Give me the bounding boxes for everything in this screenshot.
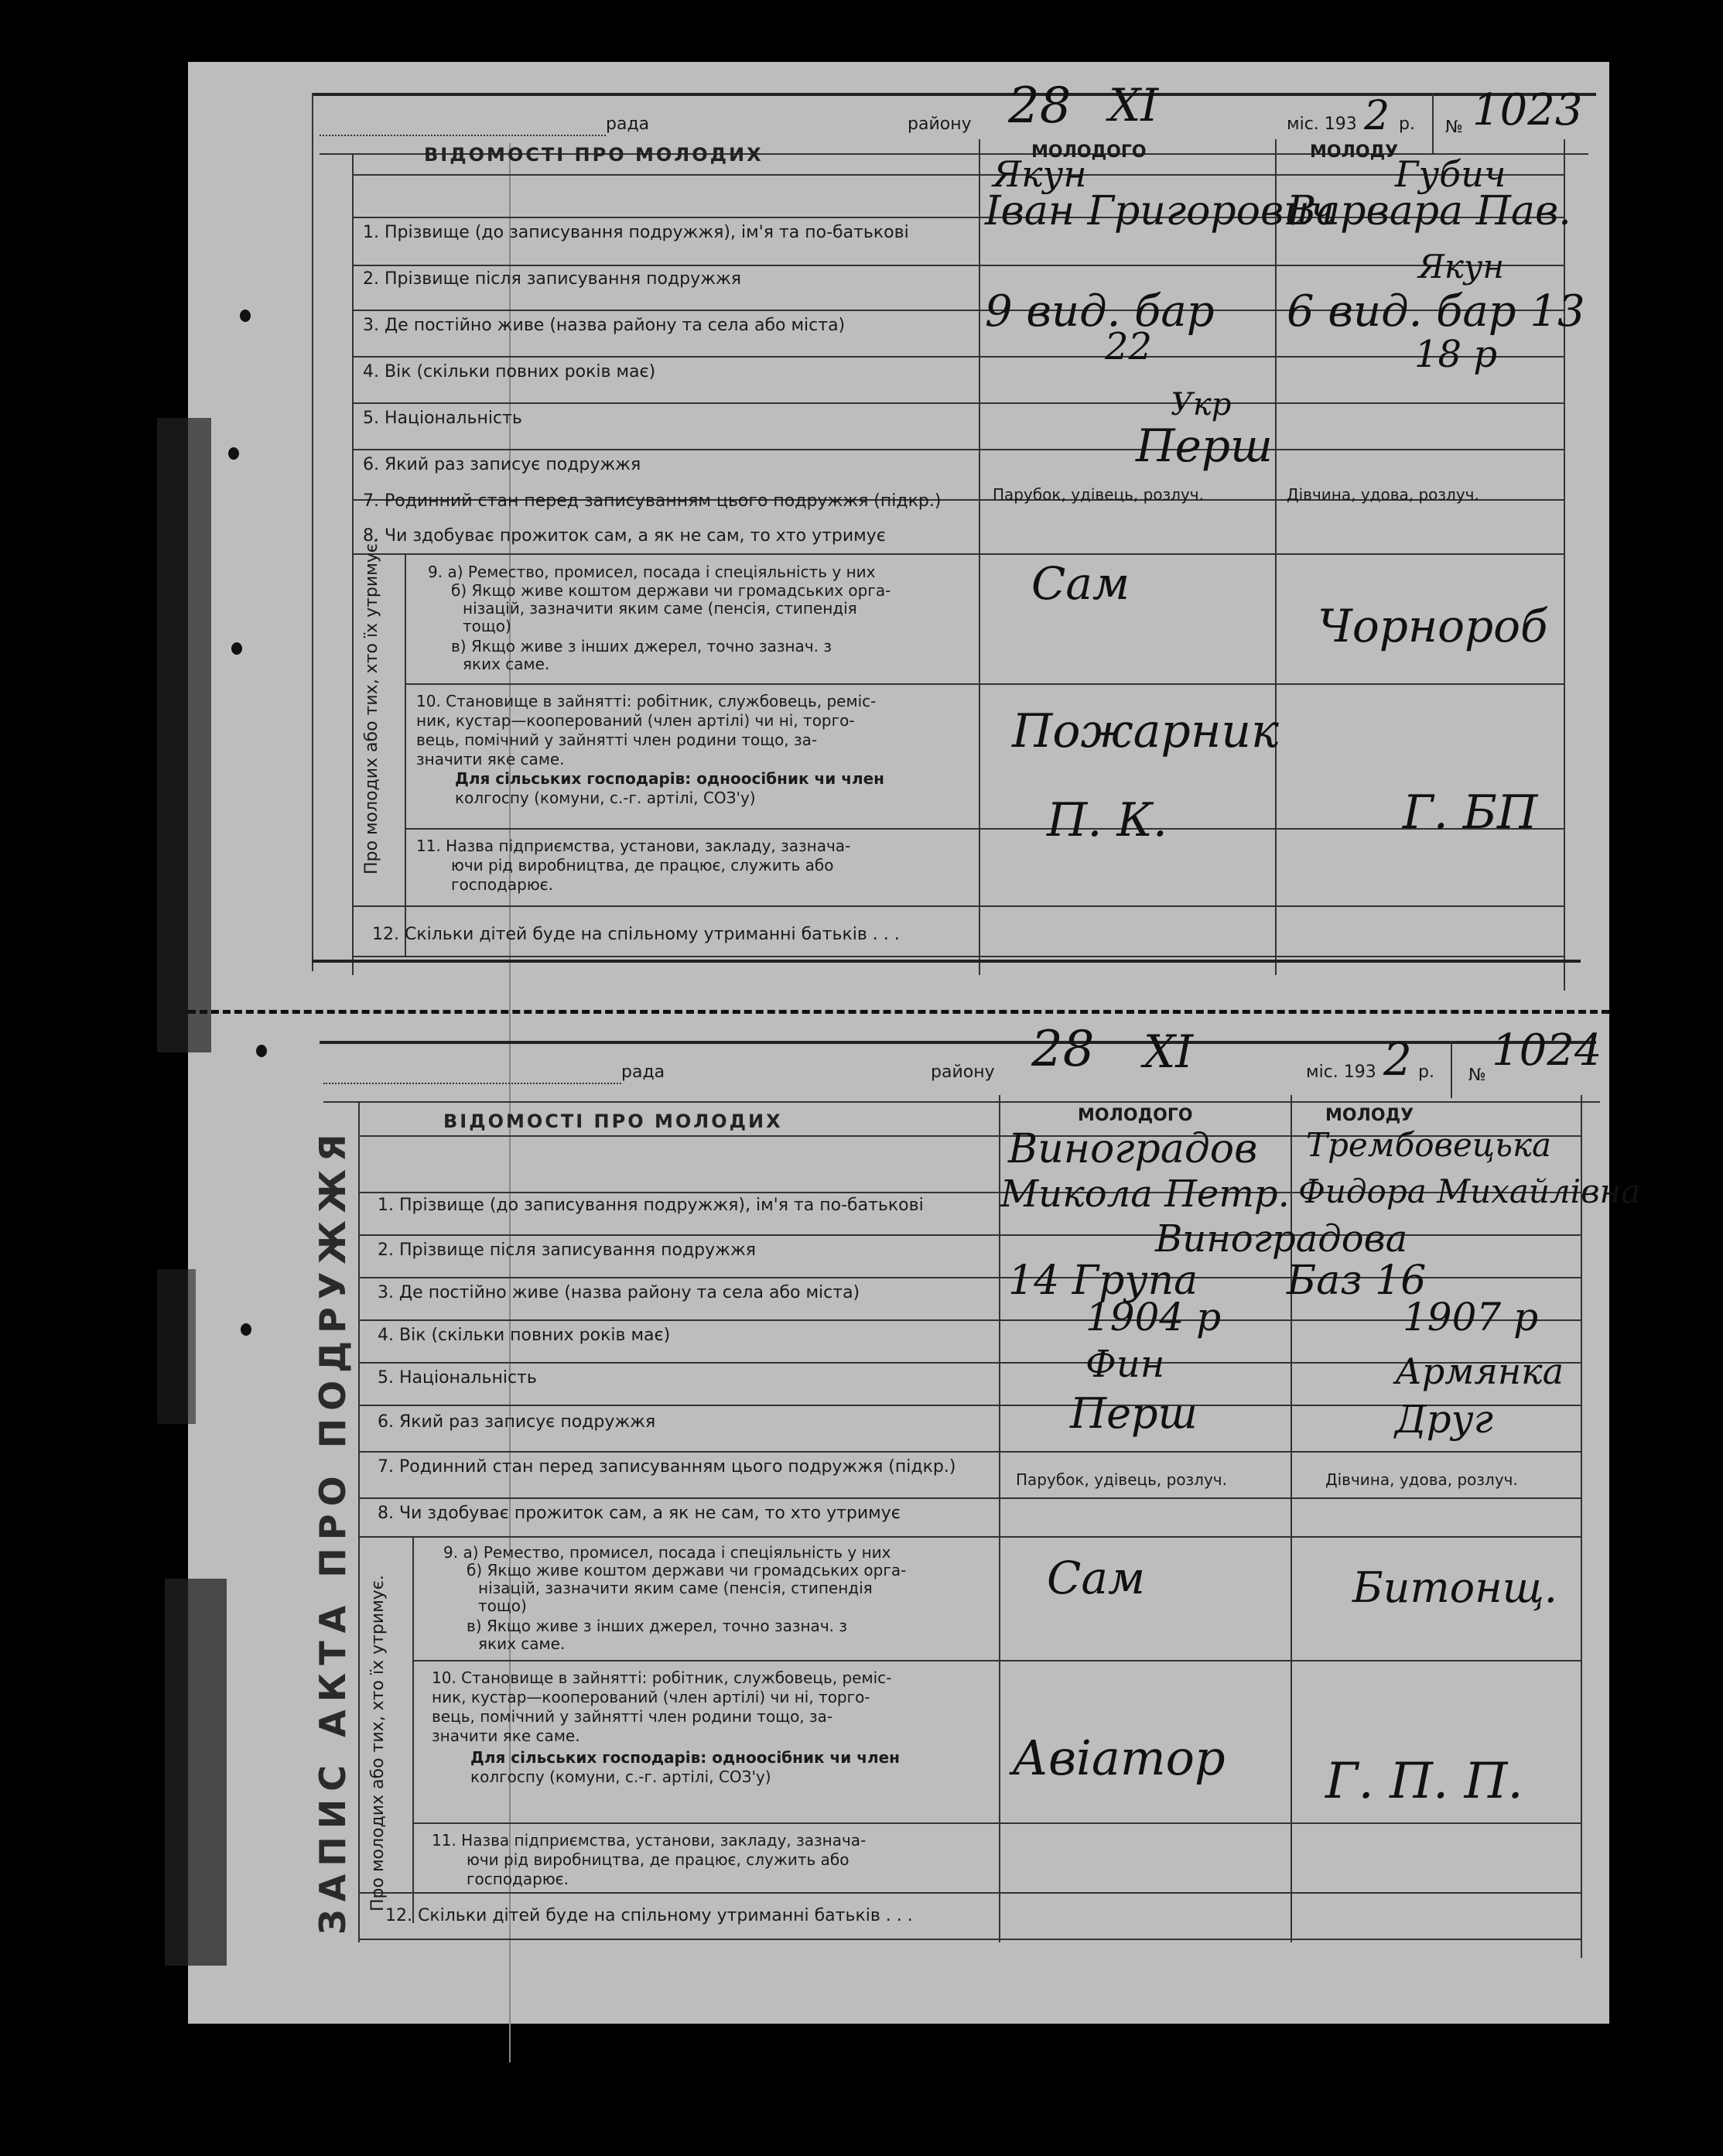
groom-self-support: Сам [1047, 1552, 1146, 1604]
raion-label: району [931, 1063, 995, 1082]
form-title: ВІДОМОСТІ ПРО МОЛОДИХ [443, 1111, 783, 1132]
row-4-label: 4. Вік (скільки повних років має) [378, 1326, 671, 1345]
row-9b-label-2: нізацій, зазначити яким саме (пенсія, стипендія [478, 1579, 873, 1597]
groom-address: 14 Група [1008, 1258, 1198, 1304]
nationality: Укр [1171, 387, 1232, 423]
binding-hole [240, 310, 251, 322]
row-10-label-6: колгоспу (комуни, с.-г. артілі, СОЗ'у) [470, 1768, 771, 1786]
groom-status-options: Парубок, удівець, розлуч. [993, 485, 1204, 504]
surname-after-marriage: Виноградова [1155, 1217, 1408, 1261]
row-11-label-2: ючи рід виробництва, де працює, служить або [451, 856, 834, 874]
row-10-label-5: Для сільських господарів: одноосібник чи член [455, 769, 884, 788]
groom-name: Микола Петр. [1000, 1172, 1290, 1216]
side-label: Про молодих або тих, хто їх утримує. [362, 538, 381, 874]
surname-after-marriage: Якун [1418, 248, 1505, 286]
bride-status-options: Дівчина, удова, розлуч. [1325, 1470, 1518, 1489]
row-2-label: 2. Прізвище після записування подружжя [378, 1241, 757, 1260]
groom-column-header: МОЛОДОГО [1031, 142, 1147, 162]
row-11-label-2: ючи рід виробництва, де працює, служить або [467, 1850, 850, 1869]
row-5-label: 5. Національність [378, 1368, 537, 1388]
bride-nationality: Армянка [1395, 1350, 1564, 1392]
row-10-label-3: вець, помічний у зайнятті член родини тощо, за- [416, 731, 818, 749]
row-6-label: 6. Який раз записує подружжя [378, 1412, 656, 1432]
row-2-label: 2. Прізвище після записування подружжя [363, 269, 742, 289]
bride-column-header: МОЛОДУ [1310, 142, 1399, 162]
row-8-label: 8. Чи здобуває прожиток сам, а як не сам, то хто утримує [378, 1504, 901, 1523]
bride-age: 1907 р [1403, 1295, 1539, 1340]
cut-line [188, 1010, 1609, 1014]
binding-hole [241, 1323, 251, 1336]
year-digit: 2 [1364, 93, 1390, 139]
row-1-label: 1. Прізвище (до записування подружжя), ім'я та по-батькові [378, 1196, 924, 1215]
groom-occupation: Пожарник [1012, 704, 1279, 758]
bride-surname: Губич [1395, 153, 1506, 195]
row-9a-label: 9. а) Ремество, промисел, посада і спеціяльність у них [443, 1543, 891, 1562]
number-label: № [1468, 1066, 1486, 1085]
row-11-label: 11. Назва підприємства, установи, закладу, зазнача- [416, 837, 851, 855]
row-7-label: 7. Родинний стан перед записуванням цього подружжя (підкр.) [378, 1457, 956, 1477]
bride-age: 18 р [1414, 333, 1498, 376]
row-10-label-3: вець, помічний у зайнятті член родини тощо, за- [432, 1707, 833, 1726]
row-12-label: 12. Скільки дітей буде на спільному утриманні батьків . . . [372, 925, 900, 944]
row-5-label: 5. Національність [363, 409, 522, 428]
bride-marriage-count: Друг [1395, 1397, 1493, 1442]
bride-column-header: МОЛОДУ [1325, 1106, 1414, 1125]
row-10-label-2: ник, кустар—кооперований (член артілі) чи ні, торго- [432, 1688, 870, 1706]
record-number: 1024 [1492, 1025, 1602, 1076]
bride-surname: Трембовецька [1306, 1126, 1552, 1164]
mis-label: міс. 193 [1306, 1063, 1376, 1082]
r-label: р. [1418, 1063, 1434, 1082]
row-12-label: 12. Скільки дітей буде на спільному утриманні батьків . . . [385, 1906, 913, 1925]
row-6-label: 6. Який раз записує подружжя [363, 455, 641, 474]
groom-marriage-count: Перш [1070, 1389, 1198, 1438]
bride-name: Фидора Михайлівна [1298, 1172, 1641, 1210]
row-10-label: 10. Становище в зайнятті: робітник, службовець, реміс- [432, 1668, 892, 1687]
groom-address: 9 вид. бар [985, 286, 1215, 337]
record-day: 28 [1008, 77, 1072, 135]
row-3-label: 3. Де постійно живе (назва району та села або міста) [363, 316, 846, 335]
record-month: XI [1109, 79, 1159, 132]
mis-label: міс. 193 [1287, 115, 1357, 134]
rada-label: рада [621, 1063, 665, 1082]
row-1-label: 1. Прізвище (до записування подружжя), ім'я та по-батькові [363, 223, 909, 242]
record-day: 28 [1031, 1021, 1095, 1078]
side-label: Про молодих або тих, хто їх утримує. [368, 1575, 388, 1911]
torn-edge [165, 1579, 227, 1966]
binding-hole [228, 447, 239, 460]
row-7-label: 7. Родинний стан перед записуванням цього подружжя (підкр.) [363, 491, 942, 511]
row-9b-label-2: нізацій, зазначити яким саме (пенсія, стипендія [463, 599, 857, 618]
row-9b-label-3: тощо) [463, 617, 511, 635]
row-8-label: 8. Чи здобуває прожиток сам, а як не сам, то хто утримує [363, 526, 886, 546]
row-9c-label: в) Якщо живе з інших джерел, точно зазнач. з [451, 637, 832, 655]
bride-occupation: Чорнороб [1318, 600, 1548, 652]
bride-address: Баз 16 [1287, 1258, 1427, 1304]
rada-label: рада [606, 115, 650, 134]
row-3-label: 3. Де постійно живе (назва району та села або міста) [378, 1283, 860, 1302]
row-9a-label: 9. а) Ремество, промисел, посада і спеціяльність у них [428, 563, 876, 581]
groom-name: Іван Григорович [985, 188, 1335, 234]
row-9b-label: б) Якщо живе коштом держави чи громадських орга- [467, 1561, 907, 1579]
bride-address: 6 вид. бар 13 [1287, 286, 1585, 337]
groom-occupation: Авіатор [1012, 1730, 1226, 1786]
year-digit: 2 [1383, 1033, 1412, 1086]
binding-hole [231, 642, 242, 655]
bride-occupation: Битонщ. [1352, 1563, 1557, 1612]
record-month: XI [1144, 1025, 1194, 1078]
row-9b-label: б) Якщо живе коштом держави чи громадських орга- [451, 581, 891, 600]
row-10-label-6: колгоспу (комуни, с.-г. артілі, СОЗ'у) [455, 789, 756, 807]
row-10-label-4: значити яке саме. [432, 1727, 580, 1745]
row-9c-label: в) Якщо живе з інших джерел, точно зазнач. з [467, 1617, 847, 1635]
groom-self-support: Сам [1031, 557, 1130, 610]
row-10-label-4: значити яке саме. [416, 750, 565, 768]
groom-surname: Виноградов [1008, 1126, 1258, 1172]
row-10-label-2: ник, кустар—кооперований (член артілі) чи ні, торго- [416, 711, 855, 730]
torn-edge [157, 1269, 196, 1424]
row-11-label-3: господарює. [451, 875, 554, 894]
side-stamp: ЗАПИС АКТА ПРО ПОДРУЖЖЯ [312, 1126, 354, 1935]
groom-age: 22 [1105, 325, 1153, 368]
row-9c-label-2: яких саме. [478, 1634, 566, 1653]
number-label: № [1445, 118, 1463, 137]
groom-column-header: МОЛОДОГО [1078, 1106, 1193, 1125]
torn-edge [157, 418, 211, 1052]
raion-label: району [908, 115, 972, 134]
row-11-label: 11. Назва підприємства, установи, закладу, зазнача- [432, 1831, 867, 1850]
r-label: р. [1399, 115, 1415, 134]
bride-employment-status: Г. БП [1403, 785, 1538, 840]
marriage-count: Перш [1136, 419, 1273, 472]
row-9c-label-2: яких саме. [463, 655, 550, 673]
form-title: ВІДОМОСТІ ПРО МОЛОДИХ [424, 144, 764, 166]
row-9b-label-3: тощо) [478, 1596, 527, 1615]
bride-name: Варвара Пав. [1287, 188, 1571, 234]
groom-age: 1904 р [1085, 1295, 1222, 1340]
row-10-label: 10. Становище в зайнятті: робітник, службовець, реміс- [416, 692, 877, 710]
bride-employment-status: Г. П. П. [1325, 1753, 1523, 1810]
row-4-label: 4. Вік (скільки повних років має) [363, 362, 656, 382]
groom-status-options: Парубок, удівець, розлуч. [1016, 1470, 1227, 1489]
groom-nationality: Фин [1085, 1343, 1165, 1386]
bride-status-options: Дівчина, удова, розлуч. [1287, 485, 1479, 504]
groom-surname: Якун [993, 153, 1087, 195]
groom-employment-status: П. К. [1047, 793, 1167, 847]
row-11-label-3: господарює. [467, 1870, 569, 1888]
record-number: 1023 [1472, 85, 1583, 135]
row-10-label-5: Для сільських господарів: одноосібник чи член [470, 1748, 900, 1767]
document-page [188, 62, 1641, 2024]
binding-hole [256, 1045, 267, 1057]
